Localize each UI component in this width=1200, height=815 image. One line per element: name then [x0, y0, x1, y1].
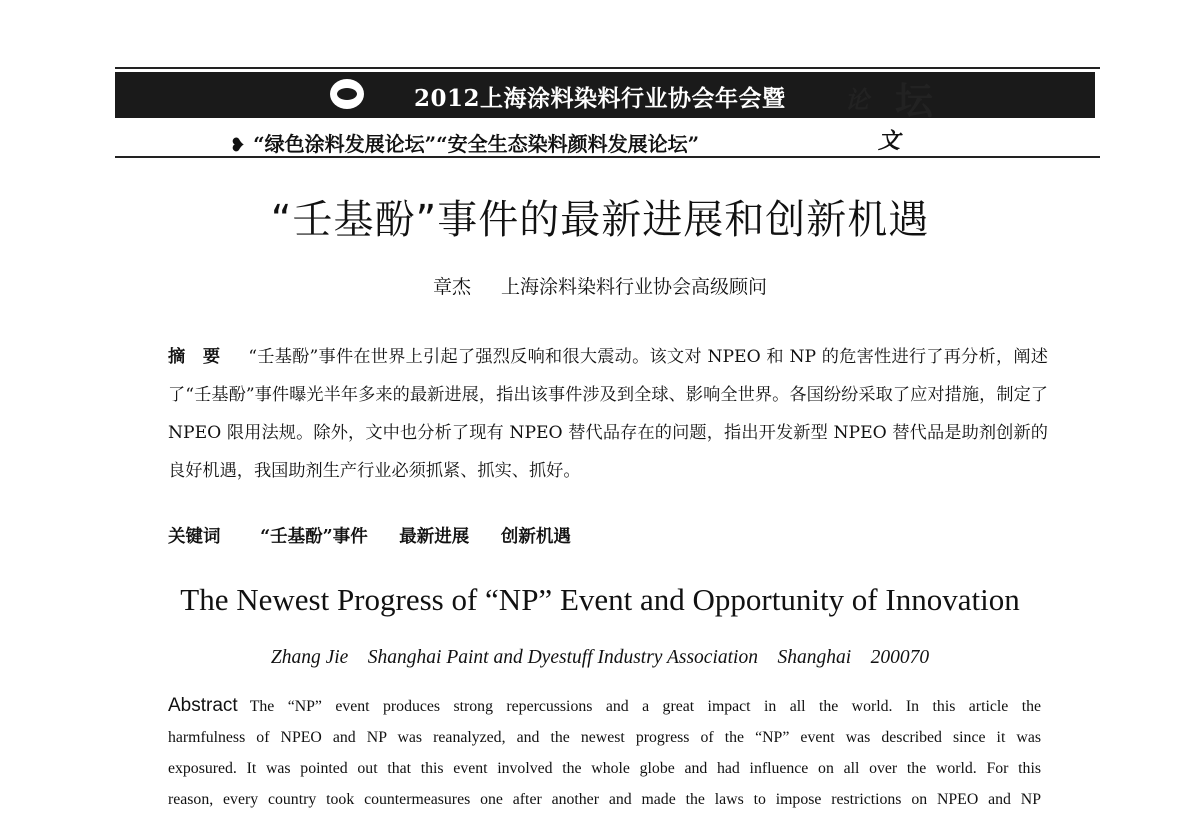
english-abstract-line	[168, 690, 1041, 722]
handwritten-mark-3: 文	[878, 128, 901, 154]
leaf-bullet-icon: ❥	[230, 135, 246, 156]
abstract-label: 摘 要	[168, 347, 221, 367]
english-abstract-line: harmfulness of NPEO and NP was reanalyzed, and the newest progress of the “NP” event was described since it was	[168, 729, 1041, 746]
association-logo	[330, 79, 364, 109]
english-author-line: Zhang Jie Shanghai Paint and Dyestuff Industry Association Shanghai 200070	[270, 647, 930, 668]
article-title: “壬基酚”事件的最新进展和创新机遇	[270, 197, 930, 243]
keywords-label: 关键词	[168, 527, 221, 547]
header-bottom-rule	[115, 156, 1100, 158]
logo-emblem-icon	[337, 88, 357, 100]
handwritten-mark-2: 坛	[895, 78, 934, 123]
keywords-line	[168, 523, 1048, 548]
english-abstract	[168, 690, 1041, 815]
english-title: The Newest Progress of “NP” Event and Opportunity of Innovation	[180, 582, 1020, 617]
abstract-text: “壬基酚”事件在世界上引起了强烈反响和很大震动。该文对 NPEO 和 NP 的危害性进行了再分析，阐述了“壬基酚”事件曝光半年多来的最新进展，指出该事件涉及到全球、影响全世界。各国纷纷采取了应对措施，制定了 NPEO 限用法规。除外，文中也分析了现有 NPEO 替代品存在的问题，指出开发新型 NPEO 替代品是助剂创新的良好机遇，我国助剂生产行业必须抓紧、抓实、抓好。	[168, 347, 1048, 481]
english-abstract-label: Abstract	[168, 695, 238, 716]
english-abstract-line: reason, every country took countermeasures one after another and made the laws to impose restrictions on NPEO and NP	[168, 791, 1041, 808]
conference-subtitle-text: “绿色涂料发展论坛”“安全生态染料颜料发展论坛”	[253, 132, 700, 156]
keyword-item: “壬基酚”事件	[260, 527, 368, 547]
english-abstract-text: The “NP” event produces strong repercussions and a great impact in all the world. In this article the	[249, 698, 1041, 715]
author-name: 章杰	[432, 276, 471, 298]
handwritten-mark-1: 论	[845, 85, 869, 114]
header-top-rule	[115, 67, 1100, 69]
conference-subtitle	[230, 128, 699, 157]
keyword-item: 最新进展	[399, 527, 470, 547]
keyword-item: 创新机遇	[500, 527, 571, 547]
english-abstract-line: exposured. It was pointed out that this event involved the whole globe and had influence on all over the world. For this	[168, 760, 1041, 777]
chinese-abstract	[168, 338, 1048, 490]
author-line	[0, 272, 1200, 299]
conference-title: 2012上海涂料染料行业协会年会暨	[414, 85, 786, 112]
author-affiliation: 上海涂料染料行业协会高级顾问	[501, 276, 768, 298]
